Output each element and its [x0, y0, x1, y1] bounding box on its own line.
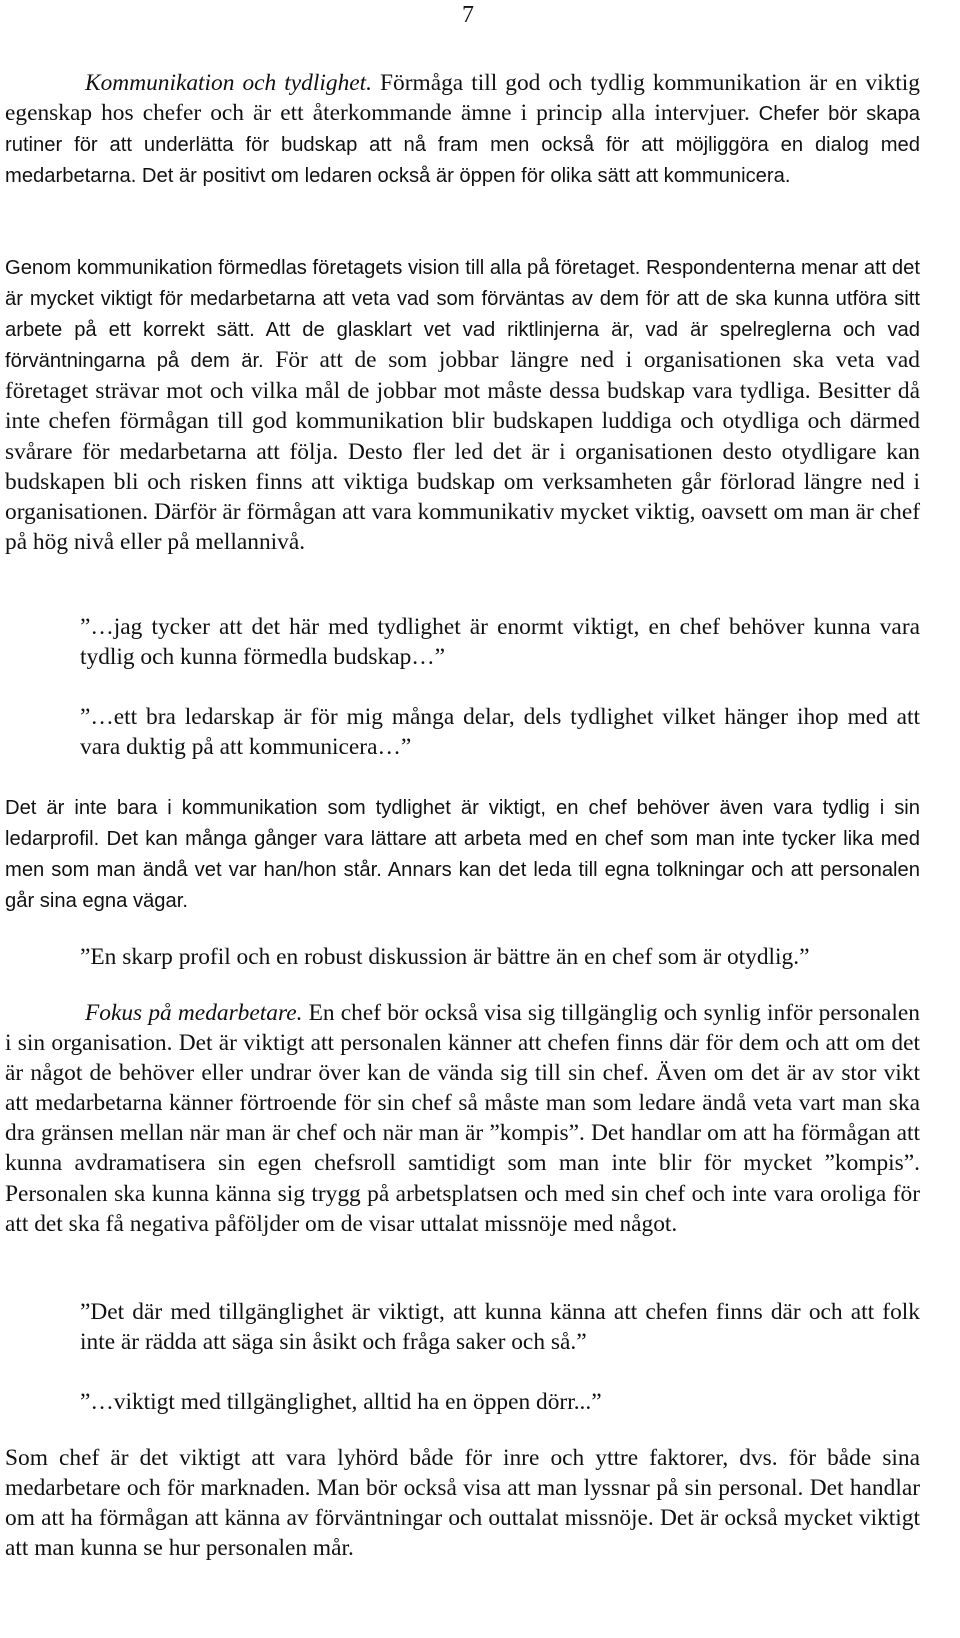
paragraph-lyhord: Som chef är det viktigt att vara lyhörd både för inre och yttre faktorer, dvs. för både sina medarbetare och för marknaden. Man bör också visa att man lyssnar på sin personal. Det handlar om att ha förmågan att känna av förväntningar och outtalat missnöje. Det är också mycket viktigt att man kunna se hur personalen mår.: [5, 1445, 920, 1562]
paragraph-text: Chefer bör skapa rutiner för att underlätta för budskap att nå fram men också för att möjliggöra en dialog med medarbetarna. Det är positivt om ledaren också är öppen för olika sätt att kommunicera.: [5, 103, 920, 188]
page-number: 7: [462, 2, 474, 28]
quote-oppen-dorr: ”…viktigt med tillgänglighet, alltid ha en öppen dörr...”: [80, 1389, 602, 1415]
section-heading-kommunikation: Kommunikation och tydlighet.: [85, 70, 372, 96]
section-heading-fokus: Fokus på medarbetare.: [85, 1000, 303, 1026]
paragraph-genom-kommunikation: [5, 252, 920, 557]
quote-skarp-profil: ”En skarp profil och en robust diskussion är bättre än en chef som är otydlig.”: [80, 944, 810, 970]
paragraph-text: Det är inte bara i kommunikation som tydlighet är viktigt, en chef behöver även vara tydlig i sin ledarprofil. Det kan många gånger vara lättare att arbeta med en chef som man inte tycker lika med men som man ändå vet var han/hon står. Annars kan det leda till egna tolkningar och att personalen går sina egna vägar.: [5, 797, 920, 913]
paragraph-fokus-medarbetare: [5, 998, 920, 1239]
paragraph-text: Genom kommunikation förmedlas företagets vision till alla på företaget. Respondenterna menar att det är mycket viktigt för medarbetarna att veta vad som förväntas av dem för att de ska kunna utföra sitt arbete på ett korrekt sätt. Att de glasklart vet vad riktlinjerna är, vad är spelreglerna och vad förväntningarna på dem är.: [5, 257, 920, 373]
paragraph-text: Förmåga till god och tydlig kommunikation är en viktig egenskap hos chefer och är ett återkommande ämne i princip alla intervjuer.: [5, 70, 920, 127]
paragraph-kommunikation: [5, 68, 920, 191]
quote-ledarskap-kommunicera: ”…ett bra ledarskap är för mig många delar, dels tydlighet vilket hänger ihop med att vara duktig på att kommunicera…”: [80, 704, 920, 761]
paragraph-text: En chef bör också visa sig tillgänglig och synlig inför personalen i sin organisation. Det är viktigt att personalen känner att chefen finns där för dem och att om det är något de behöver eller undrar över kan de vända sig till sin chef. Även om det är av stor vikt att medarbetarna känner förtroende för sin chef så måste man som ledare ändå veta vart man ska dra gränsen mellan när man är chef och när man är ”kompis”. Det handlar om att ha förmågan att kunna avdramatisera sin egen chefsroll samtidigt som man inte blir för mycket ”kompis”. Personalen ska kunna känna sig trygg på arbetsplatsen och med sin chef och inte vara oroliga för att det ska få negativa påföljder om de visar uttalat missnöje med något.: [5, 1000, 920, 1237]
paragraph-ledarprofil: [5, 792, 920, 916]
quote-tillganglighet: ”Det där med tillgänglighet är viktigt, att kunna känna att chefen finns där och att folk inte är rädda att säga sin åsikt och fråga saker och så.”: [80, 1299, 920, 1356]
paragraph-text: För att de som jobbar längre ned i organisationen ska veta vad företaget strävar mot och vilka mål de jobbar mot måste dessa budskap vara tydliga. Besitter då inte chefen förmågan till god kommunikation blir budskapen luddiga och otydliga och därmed svårare för medarbetarna att följa. Desto fler led det är i organisationen desto otydligare kan budskapen bli och risken finns att viktiga budskap om verksamheten går förlorad längre ned i organisationen. Därför är förmågan att vara kommunikativ mycket viktig, oavsett om man är chef på hög nivå eller på mellannivå.: [5, 347, 920, 555]
quote-tydlighet-budskap: ”…jag tycker att det här med tydlighet är enormt viktigt, en chef behöver kunna vara tydlig och kunna förmedla budskap…”: [80, 614, 920, 671]
